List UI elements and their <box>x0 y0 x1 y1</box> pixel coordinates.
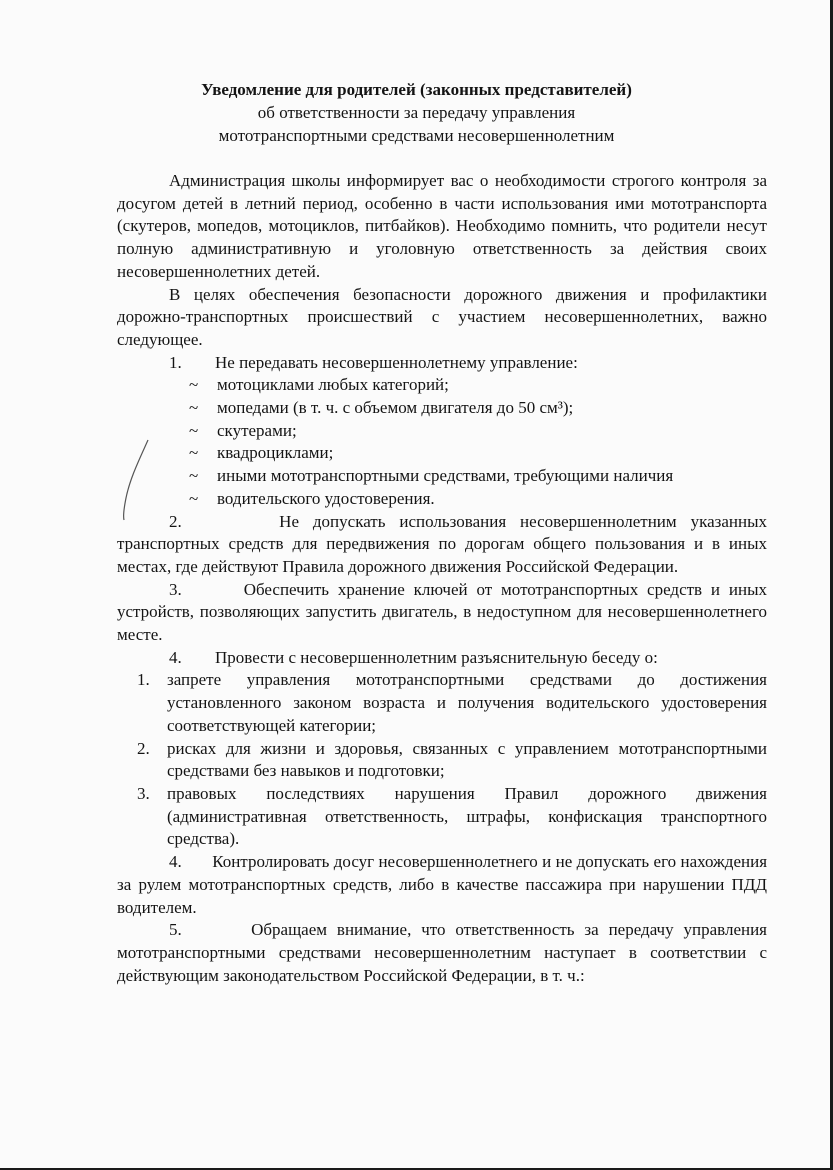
tilde-bullet-icon: ~ <box>189 398 199 418</box>
bullet-text: водительского удостоверения. <box>217 488 435 508</box>
sub-list-item <box>117 738 767 783</box>
document-header <box>0 78 833 147</box>
document-body <box>117 170 767 987</box>
bullet-item <box>117 397 767 420</box>
item-number: 4. <box>169 647 182 667</box>
item-text: Не допускать использования несовершеннолетним указанных транспортных средств для передвижения по дорогам общего пользования и в иных местах, где действуют Правила дорожного движения Российской Федерации. <box>117 511 768 576</box>
item-3 <box>117 579 767 647</box>
item-text: Контролировать досуг несовершеннолетнего и не допускать его нахождения за рулем мототранспортных средств, либо в качестве пассажира при нарушении ПДД водителем. <box>117 852 768 917</box>
document-subtitle-line-1: об ответственности за передачу управления <box>257 103 576 122</box>
tilde-bullet-icon: ~ <box>189 375 199 395</box>
bullet-text: мотоциклами любых категорий; <box>217 375 449 395</box>
tilde-bullet-icon: ~ <box>189 466 199 486</box>
item-1 <box>117 352 767 375</box>
item-number: 5. <box>169 920 182 940</box>
item-text: Обращаем внимание, что ответственность за передачу управления мототранспортными средствами несовершеннолетним наступает в соответствии с действующим законодательством Российской Федерации, в т. ч.: <box>117 920 768 985</box>
item-4 <box>117 647 767 670</box>
bullet-item <box>117 374 767 397</box>
sub-item-number: 1. <box>137 670 150 690</box>
document-subtitle-line-2: мототранспортными средствами несовершеннолетним <box>218 126 615 145</box>
sub-item-text: рисках для жизни и здоровья, связанных с управлением мототранспортными средствами без навыков и подготовки; <box>167 738 767 781</box>
bullet-item <box>117 465 767 488</box>
sub-item-number: 3. <box>137 783 150 803</box>
purpose-paragraph: В целях обеспечения безопасности дорожного движения и профилактики дорожно-транспортных происшествий с участием несовершеннолетних, важно следующее. <box>117 284 767 349</box>
bullet-item <box>117 442 767 465</box>
sub-item-text: правовых последствиях нарушения Правил дорожного движения (административная ответственность, штрафы, конфискация транспортного средства). <box>167 783 767 849</box>
sub-item-number: 2. <box>137 738 150 758</box>
bullet-text: квадроциклами; <box>217 443 334 463</box>
item-number: 2. <box>169 511 182 531</box>
bullet-item <box>117 488 767 511</box>
item-number: 1. <box>169 352 182 372</box>
item-number: 4. <box>169 852 182 872</box>
item-number: 3. <box>169 579 182 599</box>
item-text: Провести с несовершеннолетним разъяснительную беседу о: <box>215 647 658 667</box>
sub-list-item <box>117 783 767 851</box>
item-5 <box>117 851 767 919</box>
item-6 <box>117 919 767 987</box>
item-text: Не передавать несовершеннолетнему управление: <box>215 352 578 372</box>
sub-item-text: запрете управления мототранспортными средствами до достижения установленного законом возраста и получения водительского удостоверения соответствующей категории; <box>167 670 767 735</box>
tilde-bullet-icon: ~ <box>189 420 199 440</box>
item-2 <box>117 511 767 579</box>
intro-paragraph: Администрация школы информирует вас о необходимости строгого контроля за досугом детей в летний период, особенно в части использования ими мототранспорта (скутеров, мопедов, мотоциклов, питбайков). Необходимо помнить, что родители несут полную административную и уголовную ответственность за действия своих несовершеннолетних детей. <box>117 171 767 281</box>
bullet-text: скутерами; <box>217 420 297 440</box>
document-title: Уведомление для родителей (законных представителей) <box>201 80 632 99</box>
tilde-bullet-icon: ~ <box>189 443 199 463</box>
sub-list-item <box>117 669 767 737</box>
bullet-text: иными мототранспортными средствами, требующими наличия <box>217 466 674 486</box>
bullet-text: мопедами (в т. ч. с объемом двигателя до 50 см³); <box>217 398 574 418</box>
tilde-bullet-icon: ~ <box>189 488 199 508</box>
item-text: Обеспечить хранение ключей от мототранспортных средств и иных устройств, позволяющих запустить двигатель, в недоступном для несовершеннолетнего месте. <box>117 579 767 645</box>
bullet-item <box>117 420 767 443</box>
